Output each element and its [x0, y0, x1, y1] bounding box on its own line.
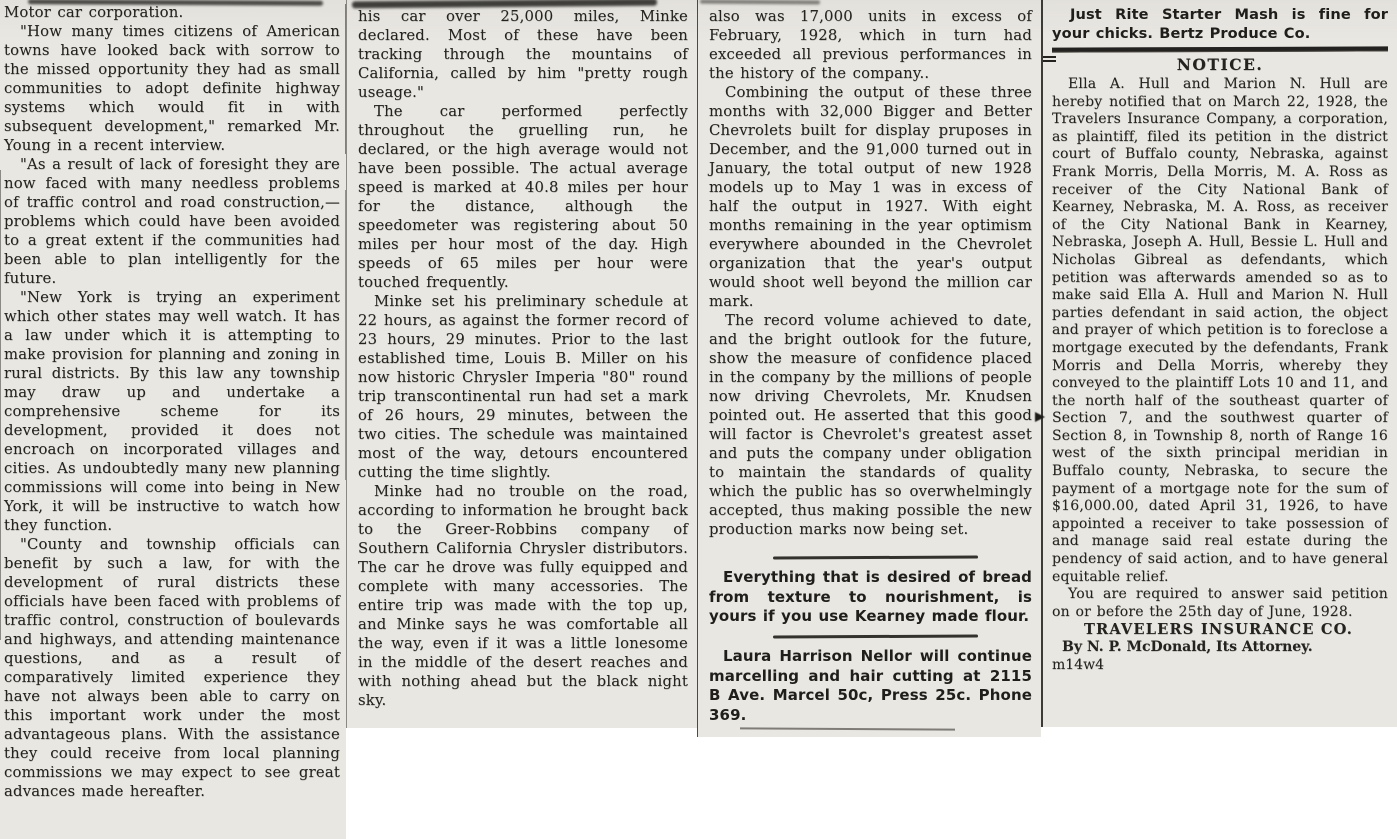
newspaper-column-1 — [0, 0, 346, 839]
classified-ad-text: Everything that is desired of bread from texture to nourishment, is yours if you use Kearney made flour. — [709, 568, 1032, 625]
column-separator-line — [345, 190, 346, 480]
article-paragraph: "As a result of lack of foresight they are now faced with many needless problems of traffic control and road construction,—problems which could have been avoided to a great extent if the communities had been able to plan intelligently for the future. — [4, 156, 340, 287]
article-paragraph: You are required to answer said petition on or before the 25th day of June, 1928. — [1052, 586, 1388, 620]
article-paragraph: "New York is trying an experiment which other states may well watch. It has a law under which it is attempting to make provision for planning and zoning in rural districts. By this law any township may draw up and undertake a comprehensive scheme for its development, provided it does not encroach on incorporated villages and cities. As undoubtedly many new planning commissions will come into being in New York, it will be instructive to watch how they function. — [4, 289, 340, 534]
article-paragraph: Combining the output of these three months with 32,000 Bigger and Better Chevrolets built for display pruposes in December, and the 91,000 turned out in January, the total output of new 1928 models up to May 1 was in excess of half the output in 1927. With eight months remaining in the year optimism everywhere abounded in the Chevrolet organization that the year's output would shoot well beyond the million car mark. — [709, 84, 1032, 310]
article-paragraph: Motor car corporation. — [4, 4, 184, 21]
classified-ad-text: Laura Harrison Nellor will continue marcelling and hair cutting at 2115 B Ave. Marcel 50c, Press 25c. Phone 369. — [709, 647, 1032, 724]
article-paragraph: "County and township officials can benefit by such a law, for with the development of rural districts these officials have been faced with problems of traffic control, construction of boulevards and highways, and attending maintenance questions, and as a result of comparatively limited experience they have not always been able to carry on this important work under the most advantageous plans. With the assistance they could receive from local planning commissions we may expect to see great advances made hereafter. — [4, 536, 340, 800]
article-paragraph: his car over 25,000 miles, Minke declared. Most of these have been tracking through the mountains of California, called by him "pretty rough useage." — [358, 8, 688, 101]
article-paragraph: The car performed perfectly throughout the gruelling run, he declared, or the high average would not have been possible. The actual average speed is marked at 40.8 miles per hour for the distance, although the speedometer was registering about 50 miles per hour most of the day. High speeds of 65 miles per hour were touched frequently. — [358, 103, 688, 291]
classified-ad-text: Just Rite Starter Mash is fine for your chicks. Bertz Produce Co. — [1052, 6, 1388, 42]
margin-arrow-mark — [1035, 412, 1045, 422]
notice-heading: NOTICE. — [1176, 55, 1264, 74]
section-divider-rule — [773, 555, 978, 558]
newspaper-column-4 — [1041, 0, 1397, 727]
article-paragraph: Minke set his preliminary schedule at 22 hours, as against the former record of 23 hours, 29 minutes. Prior to the last established time, Louis B. Miller on his now historic Chrysler Imperia "80" round trip transcontinental run had set a mark of 26 hours, 29 minutes, between the two cities. The schedule was maintained most of the way, detours encountered cutting the time slightly. — [358, 293, 688, 481]
newspaper-column-2 — [346, 0, 697, 728]
article-paragraph: Minke had no trouble on the road, according to information he brought back to the Greer-Robbins company of Southern California Chrysler distributors. The car he drove was fully equipped and complete with many accessories. The entire trip was made with the top up, and Minke says he was comfortable all the way, even if it was a little lonesome in the middle of the desert reaches and with nothing ahead but the black night sky. — [358, 483, 688, 709]
newspaper-column-3 — [697, 0, 1041, 737]
signature-line: TRAVELERS INSURANCE CO. — [1084, 621, 1354, 639]
heavy-divider-rule — [1052, 46, 1388, 52]
article-paragraph: Ella A. Hull and Marion N. Hull are hereby notified that on March 22, 1928, the Travelers Insurance Company, a corporation, as plaintiff, filed its petition in the district court of Buffalo county, Nebraska, against Frank Morris, Della Morris, M. A. Ross as receiver of the City National Bank of Kearney, Nebraska, M. A. Ross, as receiver of the City National Bank in Kearney, Nebraska, Joseph A. Hull, Bessie L. Hull and Nicholas Gibreal as defendants, which petition was afterwards amended so as to make said Ella A. Hull and Marion N. Hull parties defendant in said action, the object and prayer of which petition is to foreclose a mortgage executed by the defendants, Frank Morris and Della Morris, whereby they conveyed to the plaintiff Lots 10 and 11, and the north half of the southeast quarter of Section 7, and the southwest quarter of Section 8, in Township 8, north of Range 16 west of the sixth principal meridian in Buffalo county, Nebraska, to secure the payment of a mortgage note for the sum of $16,000.00, dated April 31, 1926, to have appointed a receiver to take possession of and manage said real estate during the pendency of said action, and to have general equitable relief. — [1052, 76, 1388, 585]
signature-line: By N. P. McDonald, Its Attorney. — [1062, 639, 1313, 655]
section-divider-rule — [773, 634, 978, 637]
page-left-edge-line — [0, 170, 1, 640]
article-paragraph: also was 17,000 units in excess of February, 1928, which in turn had exceeded all previous performances in the history of the company.. — [709, 8, 1032, 82]
signature-line: m14w4 — [1052, 656, 1104, 673]
column-separator-line — [345, 4, 346, 154]
article-paragraph: The record volume achieved to date, and the bright outlook for the future, show the measure of confidence placed in the company by the millions of people now driving Chevrolets, Mr. Knudsen pointed out. He asserted that this good will factor is Chevrolet's greatest asset and puts the company under obligation to maintain the standards of quality which the public has so overwhelmingly accepted, thus making possible the new production marks now being set. — [709, 312, 1032, 538]
margin-dash-mark — [1043, 56, 1056, 58]
article-paragraph: "How many times citizens of American towns have looked back with sorrow to the missed opportunity they had as small communities to adopt definite highway systems which would fit in with subsequent development," remarked Mr. Young in a recent interview. — [4, 23, 340, 154]
